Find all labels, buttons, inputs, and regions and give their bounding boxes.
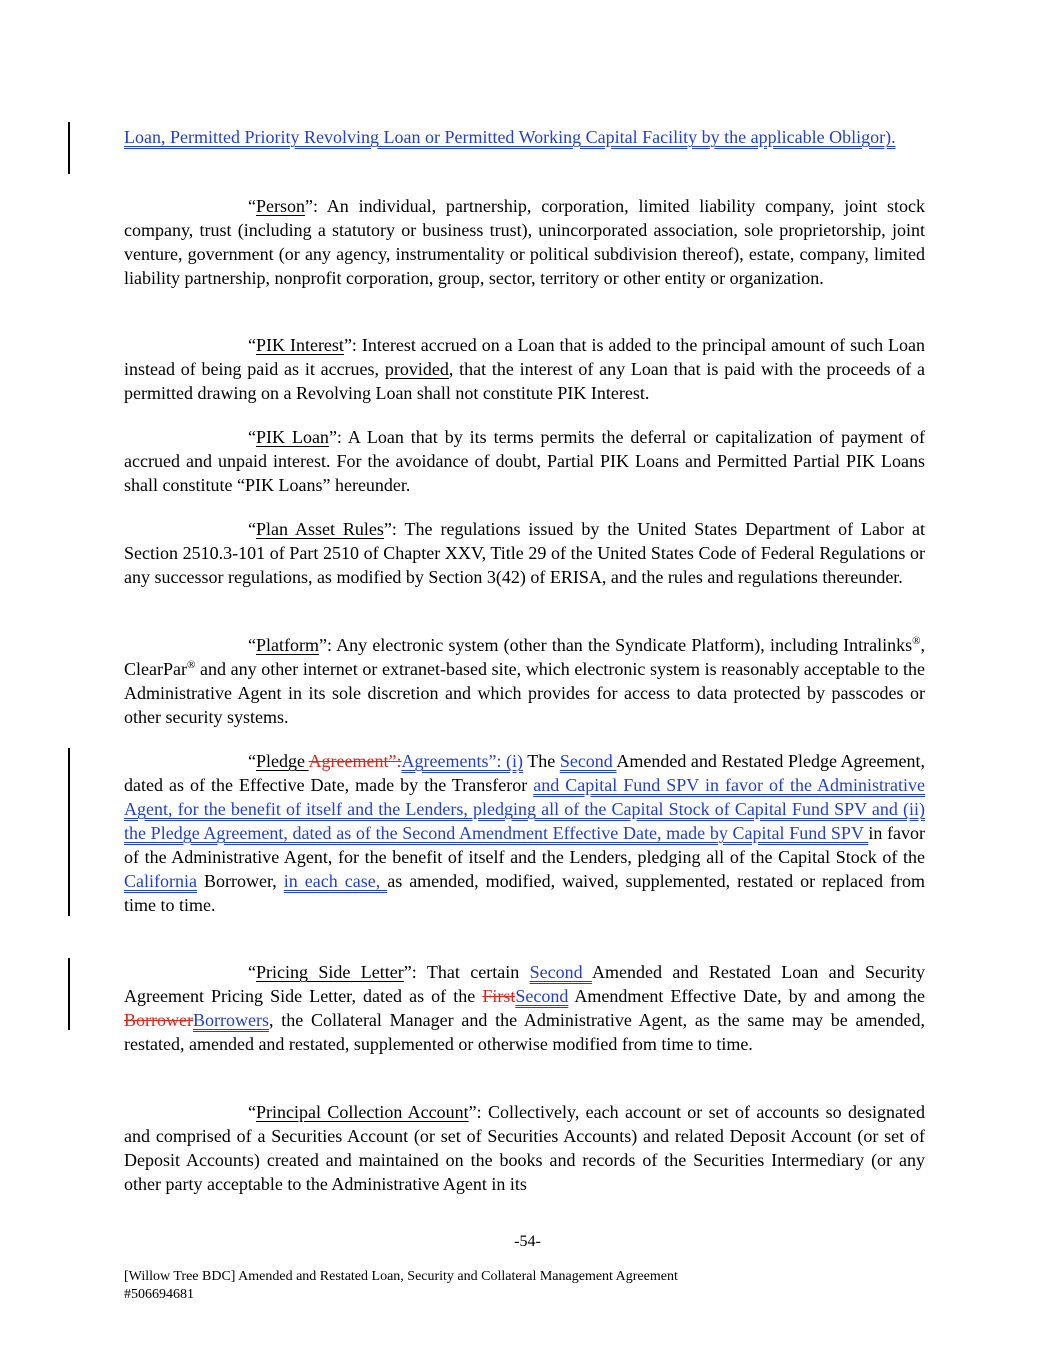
quote-mark: “	[248, 751, 256, 771]
inserted-text: Second	[559, 751, 617, 771]
footer-doc-id: #506694681	[124, 1287, 194, 1302]
inserted-text: and Capital Fund SPV in favor of the Administrative Agent, for the benefit of itself and the Lenders, pledging all of the Capital Stock of Capital Fund SPV and (ii) the Pledge Agreement, dated as of the Second Amendment Effective Date, made by Capital Fund SPV	[124, 775, 925, 843]
defined-term: PIK Loan	[256, 427, 329, 447]
inserted-text: Second	[515, 986, 569, 1006]
definition-plan-asset-rules	[124, 517, 925, 589]
definition-text: ”: That certain	[403, 962, 530, 982]
deleted-text: Agreement”:	[308, 751, 402, 771]
definition-text: Borrower,	[196, 871, 284, 891]
definition-text: in favor of the Administrative Agent, for the benefit of itself and the Lenders, pledging all of the Capital Stock of the	[124, 823, 925, 867]
provided-term: provided	[384, 359, 449, 379]
change-bar	[68, 958, 70, 1030]
definition-text: Amendment Effective Date, by and among the	[568, 986, 925, 1006]
registered-mark: ®	[912, 635, 921, 647]
definition-pik-loan	[124, 425, 925, 497]
definition-text: ”: An individual, partnership, corporation, limited liability company, joint stock company, trust (including a statutory or business trust), unincorporated association, sole proprietorship, joint venture, government (or any agency, instrumentality or political subdivision thereof), estate, company, limited liability partnership, nonprofit corporation, group, sector, territory or other entity or organization.	[124, 196, 925, 288]
paragraph-continuation	[124, 125, 925, 149]
footer-title: [Willow Tree BDC] Amended and Restated Loan, Security and Collateral Management Agreement	[124, 1269, 678, 1284]
inserted-text: Loan, Permitted Priority Revolving Loan or Permitted Working Capital Facility by the applicable Obligor).	[124, 127, 896, 147]
registered-mark: ®	[186, 659, 196, 671]
defined-term: Principal Collection Account	[256, 1102, 469, 1122]
footer	[124, 1268, 678, 1304]
definition-text: , the Collateral Manager and the Administrative Agent, as the same may be amended, restated, amended and restated, supplemented or otherwise modified from time to time.	[124, 1010, 925, 1054]
deleted-text: Borrower	[124, 1010, 193, 1030]
inserted-text: California	[124, 871, 197, 891]
definition-text: ”: Any electronic system (other than the Syndicate Platform), including Intralinks	[319, 635, 913, 655]
quote-mark: “	[248, 962, 256, 982]
definition-text: Amended and Restated Loan and Security Agreement Pricing Side Letter, dated as of the	[124, 962, 925, 1006]
definition-text: ”: A Loan that by its terms permits the deferral or capitalization of payment of accrued and unpaid interest. For the avoidance of doubt, Partial PIK Loans and Permitted Partial PIK Loans shall constitute “PIK Loans” hereunder.	[124, 427, 925, 495]
change-bar	[68, 748, 70, 916]
defined-term: PIK Interest	[256, 335, 344, 355]
quote-mark: “	[248, 335, 256, 355]
quote-mark: “	[248, 635, 256, 655]
page-number: -54-	[514, 1233, 541, 1250]
quote-mark: “	[248, 1102, 256, 1122]
defined-term: Plan Asset Rules	[256, 519, 384, 539]
defined-term: Pricing Side Letter	[256, 962, 404, 982]
inserted-text: Second	[529, 962, 593, 982]
definition-person	[124, 194, 925, 290]
definition-pik-interest	[124, 333, 925, 405]
deleted-text: First	[482, 986, 516, 1006]
definition-pledge-agreements	[124, 749, 925, 917]
definition-text: ”: The regulations issued by the United States Department of Labor at Section 2510.3-101 of Part 2510 of Chapter XXV, Title 29 of the United States Code of Federal Regulations or any successor regulations, as modified by Section 3(42) of ERISA, and the rules and regulations thereunder.	[124, 519, 925, 587]
definition-text: ”: Collectively, each account or set of accounts so designated and comprised of a Securities Account (or set of Securities Accounts) and related Deposit Account (or set of Deposit Accounts) created and maintained on the books and records of the Securities Intermediary (or any other party acceptable to the Administrative Agent in its	[124, 1102, 925, 1194]
quote-mark: “	[248, 519, 256, 539]
definition-text: and any other internet or extranet-based site, which electronic system is reasonably acceptable to the Administrative Agent in its sole discretion and which provides for access to data protected by passcodes or other security systems.	[124, 659, 925, 727]
definition-text: Amended and Restated Pledge Agreement, dated as of the Effective Date, made by the Transferor	[124, 751, 926, 795]
definition-principal-collection-account	[124, 1100, 925, 1196]
definition-text: , that the interest of any Loan that is paid with the proceeds of a permitted drawing on a Revolving Loan shall not constitute PIK Interest.	[124, 359, 925, 403]
change-bar	[68, 122, 70, 174]
defined-term: Pledge	[256, 751, 309, 771]
defined-term: Person	[256, 196, 305, 216]
defined-term: Platform	[256, 635, 319, 655]
definition-text: , ClearPar	[124, 635, 925, 679]
definition-text: as amended, modified, waived, supplemented, restated or replaced from time to time.	[124, 871, 926, 915]
quote-mark: “	[248, 427, 256, 447]
definition-platform	[124, 633, 925, 729]
inserted-text: in each case,	[283, 871, 388, 891]
inserted-text: Borrowers	[192, 1010, 269, 1030]
definition-text: The	[523, 751, 560, 771]
inserted-text: Agreements”: (i)	[401, 751, 524, 771]
quote-mark: “	[248, 196, 256, 216]
definition-pricing-side-letter	[124, 960, 925, 1056]
definition-text: ”: Interest accrued on a Loan that is added to the principal amount of such Loan instead of being paid as it accrues,	[124, 335, 925, 379]
